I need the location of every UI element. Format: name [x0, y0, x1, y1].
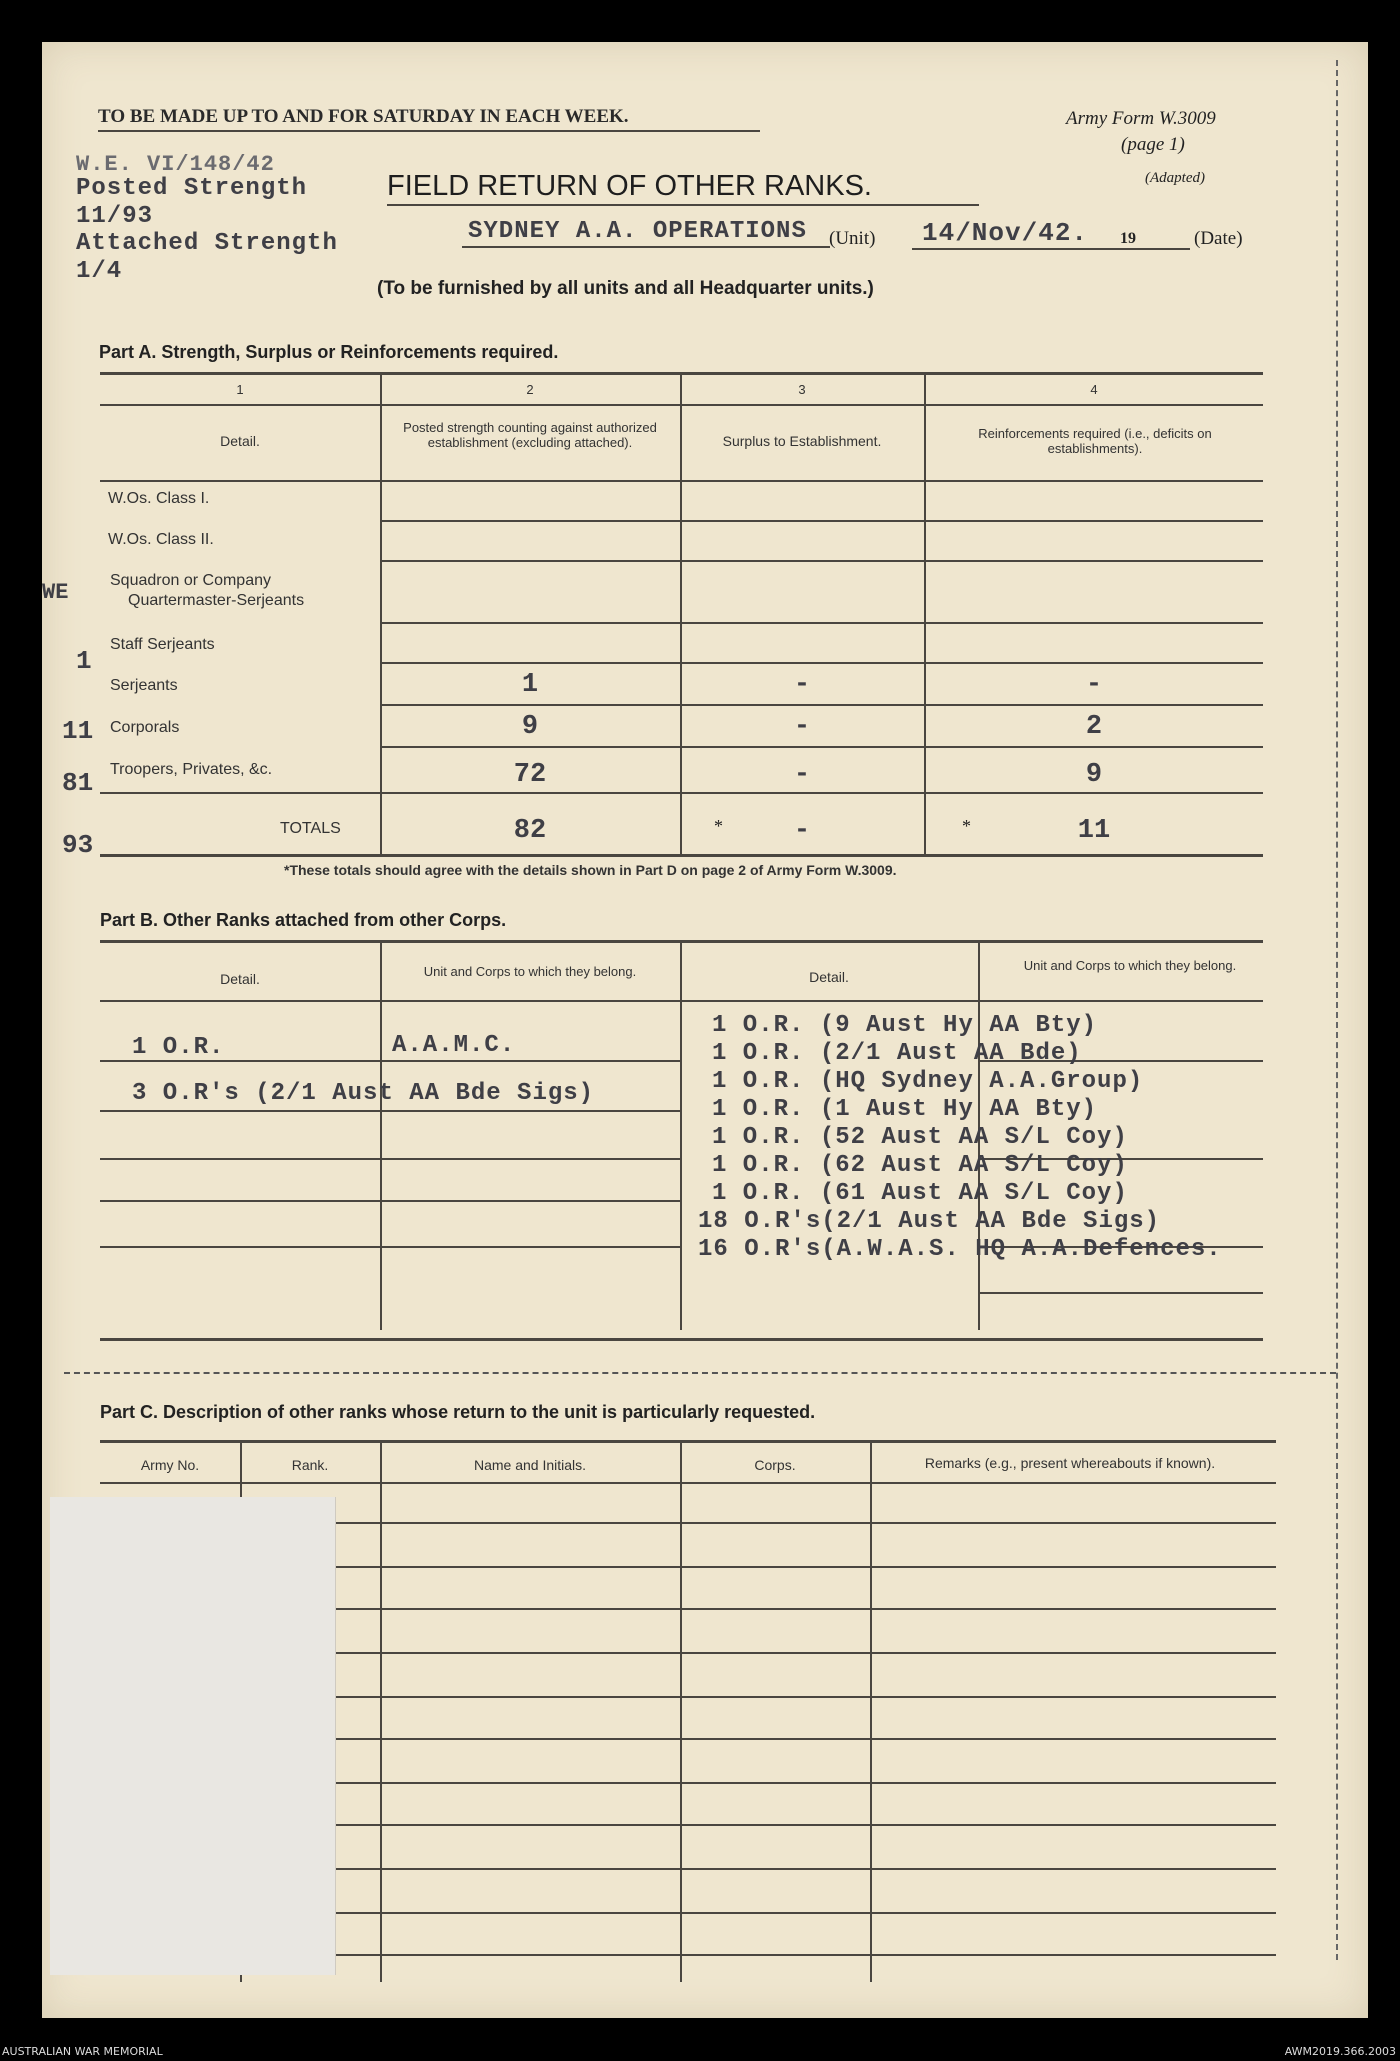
- footer-accession: AWM2019.366.2003: [1284, 2045, 1396, 2058]
- date-value: 14/Nov/42.: [922, 218, 1089, 248]
- part-b-left-detail: 1 O.R.: [132, 1034, 225, 1061]
- part-c-top-rule: [100, 1440, 1276, 1443]
- part-b-right-entry: 1 O.R. (52 Aust AA S/L Coy): [712, 1124, 1128, 1151]
- part-a-header-surplus: Surplus to Establishment.: [722, 433, 882, 449]
- part-b-right-entry: 1 O.R. (1 Aust Hy AA Bty): [712, 1096, 1098, 1123]
- top-line-underline: [98, 130, 760, 132]
- part-b-row-rule: [100, 1110, 680, 1112]
- attached-strength-label: Attached Strength: [76, 230, 338, 257]
- part-b-vline-2: [680, 942, 682, 1330]
- part-c-row-rule: [335, 1566, 1276, 1568]
- part-a-total-posted: 82: [513, 816, 547, 846]
- unit-value: SYDNEY A.A. OPERATIONS: [468, 218, 807, 245]
- part-a-row-label: W.Os. Class II.: [108, 531, 214, 548]
- footer-credit: AUSTRALIAN WAR MEMORIAL: [2, 2045, 163, 2058]
- part-a-margin-note: WE: [42, 580, 69, 605]
- date-label: (Date): [1194, 228, 1243, 249]
- part-c-header-armyno: Army No.: [140, 1457, 200, 1473]
- part-c-row-rule: [335, 1868, 1276, 1870]
- paper-slip: [50, 1497, 336, 1975]
- part-a-total-star: *: [714, 816, 723, 836]
- part-b-right-entry: 16 O.R's(A.W.A.S. HQ A.A.Defences.: [698, 1236, 1222, 1263]
- part-a-posted-value: 9: [521, 712, 539, 742]
- attached-strength-value: 1/4: [76, 258, 123, 285]
- part-a-colnum-1: 1: [236, 382, 244, 397]
- part-c-header-corps: Corps.: [754, 1457, 796, 1473]
- part-a-reinf-value: 2: [1085, 712, 1103, 742]
- part-b-vline-1: [380, 942, 382, 1330]
- part-b-row-rule: [100, 1158, 680, 1160]
- part-b-header-detail-2: Detail.: [809, 969, 849, 985]
- part-a-row-label: Troopers, Privates, &c.: [110, 761, 273, 778]
- part-a-row-label-2: Quartermaster-Serjeants: [128, 592, 305, 609]
- part-a-reinf-value: 9: [1085, 760, 1103, 790]
- part-a-row-rule: [380, 622, 1263, 624]
- part-a-row-rule: [380, 560, 1263, 562]
- part-a-colnum-2: 2: [526, 382, 534, 397]
- part-b-head-rule: [100, 1000, 1263, 1002]
- part-a-row-label: Corporals: [110, 719, 180, 736]
- part-c-title: Part C. Description of other ranks whose return to the unit is particularly requested.: [100, 1402, 816, 1422]
- part-b-right-entry: 1 O.R. (62 Aust AA S/L Coy): [712, 1152, 1128, 1179]
- top-line: TO BE MADE UP TO AND FOR SATURDAY IN EACH WEEK.: [98, 106, 629, 127]
- part-c-row-rule: [335, 1824, 1276, 1826]
- part-a-total-surplus: -: [793, 816, 811, 846]
- part-b-left-detail: 3 O.R's (2/1 Aust AA Bde Sigs): [132, 1080, 595, 1107]
- part-b-row-rule: [100, 1200, 680, 1202]
- posted-strength-value: 11/93: [76, 203, 154, 230]
- part-a-row-label: Squadron or Company: [110, 572, 271, 589]
- part-a-colnum-3: 3: [798, 382, 806, 397]
- part-b-bottom-rule: [100, 1338, 1263, 1341]
- part-b-row-rule: [100, 1246, 680, 1248]
- part-b-right-entry: 1 O.R. (9 Aust Hy AA Bty): [712, 1012, 1098, 1039]
- instruction: (To be furnished by all units and all Headquarter units.): [377, 278, 874, 299]
- fold-line: [1336, 60, 1338, 1960]
- part-c-row-rule: [335, 1954, 1276, 1956]
- we-note: W.E. VI/148/42: [76, 152, 275, 177]
- part-c-head-rule: [100, 1482, 1276, 1484]
- part-a-margin-note: 93: [62, 830, 94, 860]
- part-a-footnote: *These totals should agree with the details shown in Part D on page 2 of Army Form W.3009.: [284, 862, 897, 878]
- part-a-header-reinf: Reinforcements required (i.e., deficits on establishments).: [978, 426, 1212, 456]
- part-a-row-rule: [380, 704, 1263, 706]
- part-a-margin-note: 81: [62, 768, 94, 798]
- part-a-bottom-rule: [100, 854, 1263, 857]
- page-label: (page 1): [1121, 134, 1185, 155]
- part-a-posted-value: 72: [513, 760, 547, 790]
- part-a-reinf-value: -: [1085, 670, 1103, 700]
- unit-underline: [462, 246, 830, 248]
- part-a-surplus-value: -: [793, 760, 811, 790]
- part-c-row-rule: [335, 1608, 1276, 1610]
- part-a-header-detail: Detail.: [220, 433, 260, 449]
- part-a-row-label: Staff Serjeants: [110, 636, 215, 653]
- posted-strength-label: Posted Strength: [76, 175, 308, 202]
- part-a-colnum-4: 4: [1090, 382, 1098, 397]
- part-b-row-rule: [978, 1292, 1263, 1294]
- part-b-left-unit: A.A.M.C.: [392, 1032, 516, 1059]
- form-title-underline: [387, 204, 979, 206]
- part-a-row-rule: [380, 662, 1263, 664]
- part-a-surplus-value: -: [793, 712, 811, 742]
- part-b-right-entry: 1 O.R. (2/1 Aust AA Bde): [712, 1040, 1082, 1067]
- part-a-total-reinf: 11: [1077, 816, 1111, 846]
- part-a-surplus-value: -: [793, 670, 811, 700]
- part-a-title: Part A. Strength, Surplus or Reinforcements required.: [99, 342, 559, 362]
- part-b-top-rule: [100, 940, 1263, 943]
- part-c-header-remarks: Remarks (e.g., present whereabouts if known).: [924, 1455, 1216, 1471]
- part-a-totals-label: TOTALS: [280, 820, 341, 837]
- part-a-margin-note: 11: [62, 716, 94, 746]
- fold-line-horizontal: [64, 1372, 1336, 1374]
- part-a-margin-note: 1: [76, 646, 92, 676]
- part-a-total-star: *: [962, 816, 971, 836]
- part-b-title: Part B. Other Ranks attached from other Corps.: [100, 910, 507, 930]
- part-b-header-unit: Unit and Corps to which they belong.: [423, 964, 637, 979]
- part-a-top-rule: [100, 372, 1263, 375]
- part-a-row-label: Serjeants: [110, 677, 178, 694]
- part-c-row-rule: [335, 1912, 1276, 1914]
- form-title: FIELD RETURN OF OTHER RANKS.: [387, 170, 872, 202]
- part-c-row-rule: [335, 1652, 1276, 1654]
- part-c-row-rule: [335, 1738, 1276, 1740]
- part-a-row-label: W.Os. Class I.: [108, 490, 210, 507]
- part-c-header-rank: Rank.: [291, 1457, 329, 1473]
- part-a-head-rule: [100, 480, 1263, 482]
- part-a-header-posted: Posted strength counting against authorized establishment (excluding attached).: [403, 420, 657, 450]
- part-b-header-unit-2: Unit and Corps to which they belong.: [1023, 958, 1237, 973]
- date-underline: [912, 248, 1190, 250]
- date-year: 19: [1120, 230, 1136, 247]
- part-c-row-rule: [335, 1782, 1276, 1784]
- army-form-label: Army Form W.3009: [1066, 108, 1216, 129]
- part-c-row-rule: [335, 1522, 1276, 1524]
- part-b-right-entry: 18 O.R's(2/1 Aust AA Bde Sigs): [698, 1208, 1161, 1235]
- part-a-row-rule: [380, 746, 1263, 748]
- part-c-header-name: Name and Initials.: [473, 1457, 587, 1473]
- part-b-right-entry: 1 O.R. (HQ Sydney A.A.Group): [712, 1068, 1144, 1095]
- adapted-label: (Adapted): [1145, 170, 1205, 186]
- part-a-posted-value: 1: [521, 670, 539, 700]
- part-a-row-rule: [380, 520, 1263, 522]
- part-a-row-rule: [100, 792, 1263, 794]
- unit-label: (Unit): [829, 228, 876, 249]
- part-b-header-detail: Detail.: [220, 971, 260, 987]
- part-c-row-rule: [335, 1696, 1276, 1698]
- part-a-num-rule: [100, 404, 1263, 406]
- part-b-right-entry: 1 O.R. (61 Aust AA S/L Coy): [712, 1180, 1128, 1207]
